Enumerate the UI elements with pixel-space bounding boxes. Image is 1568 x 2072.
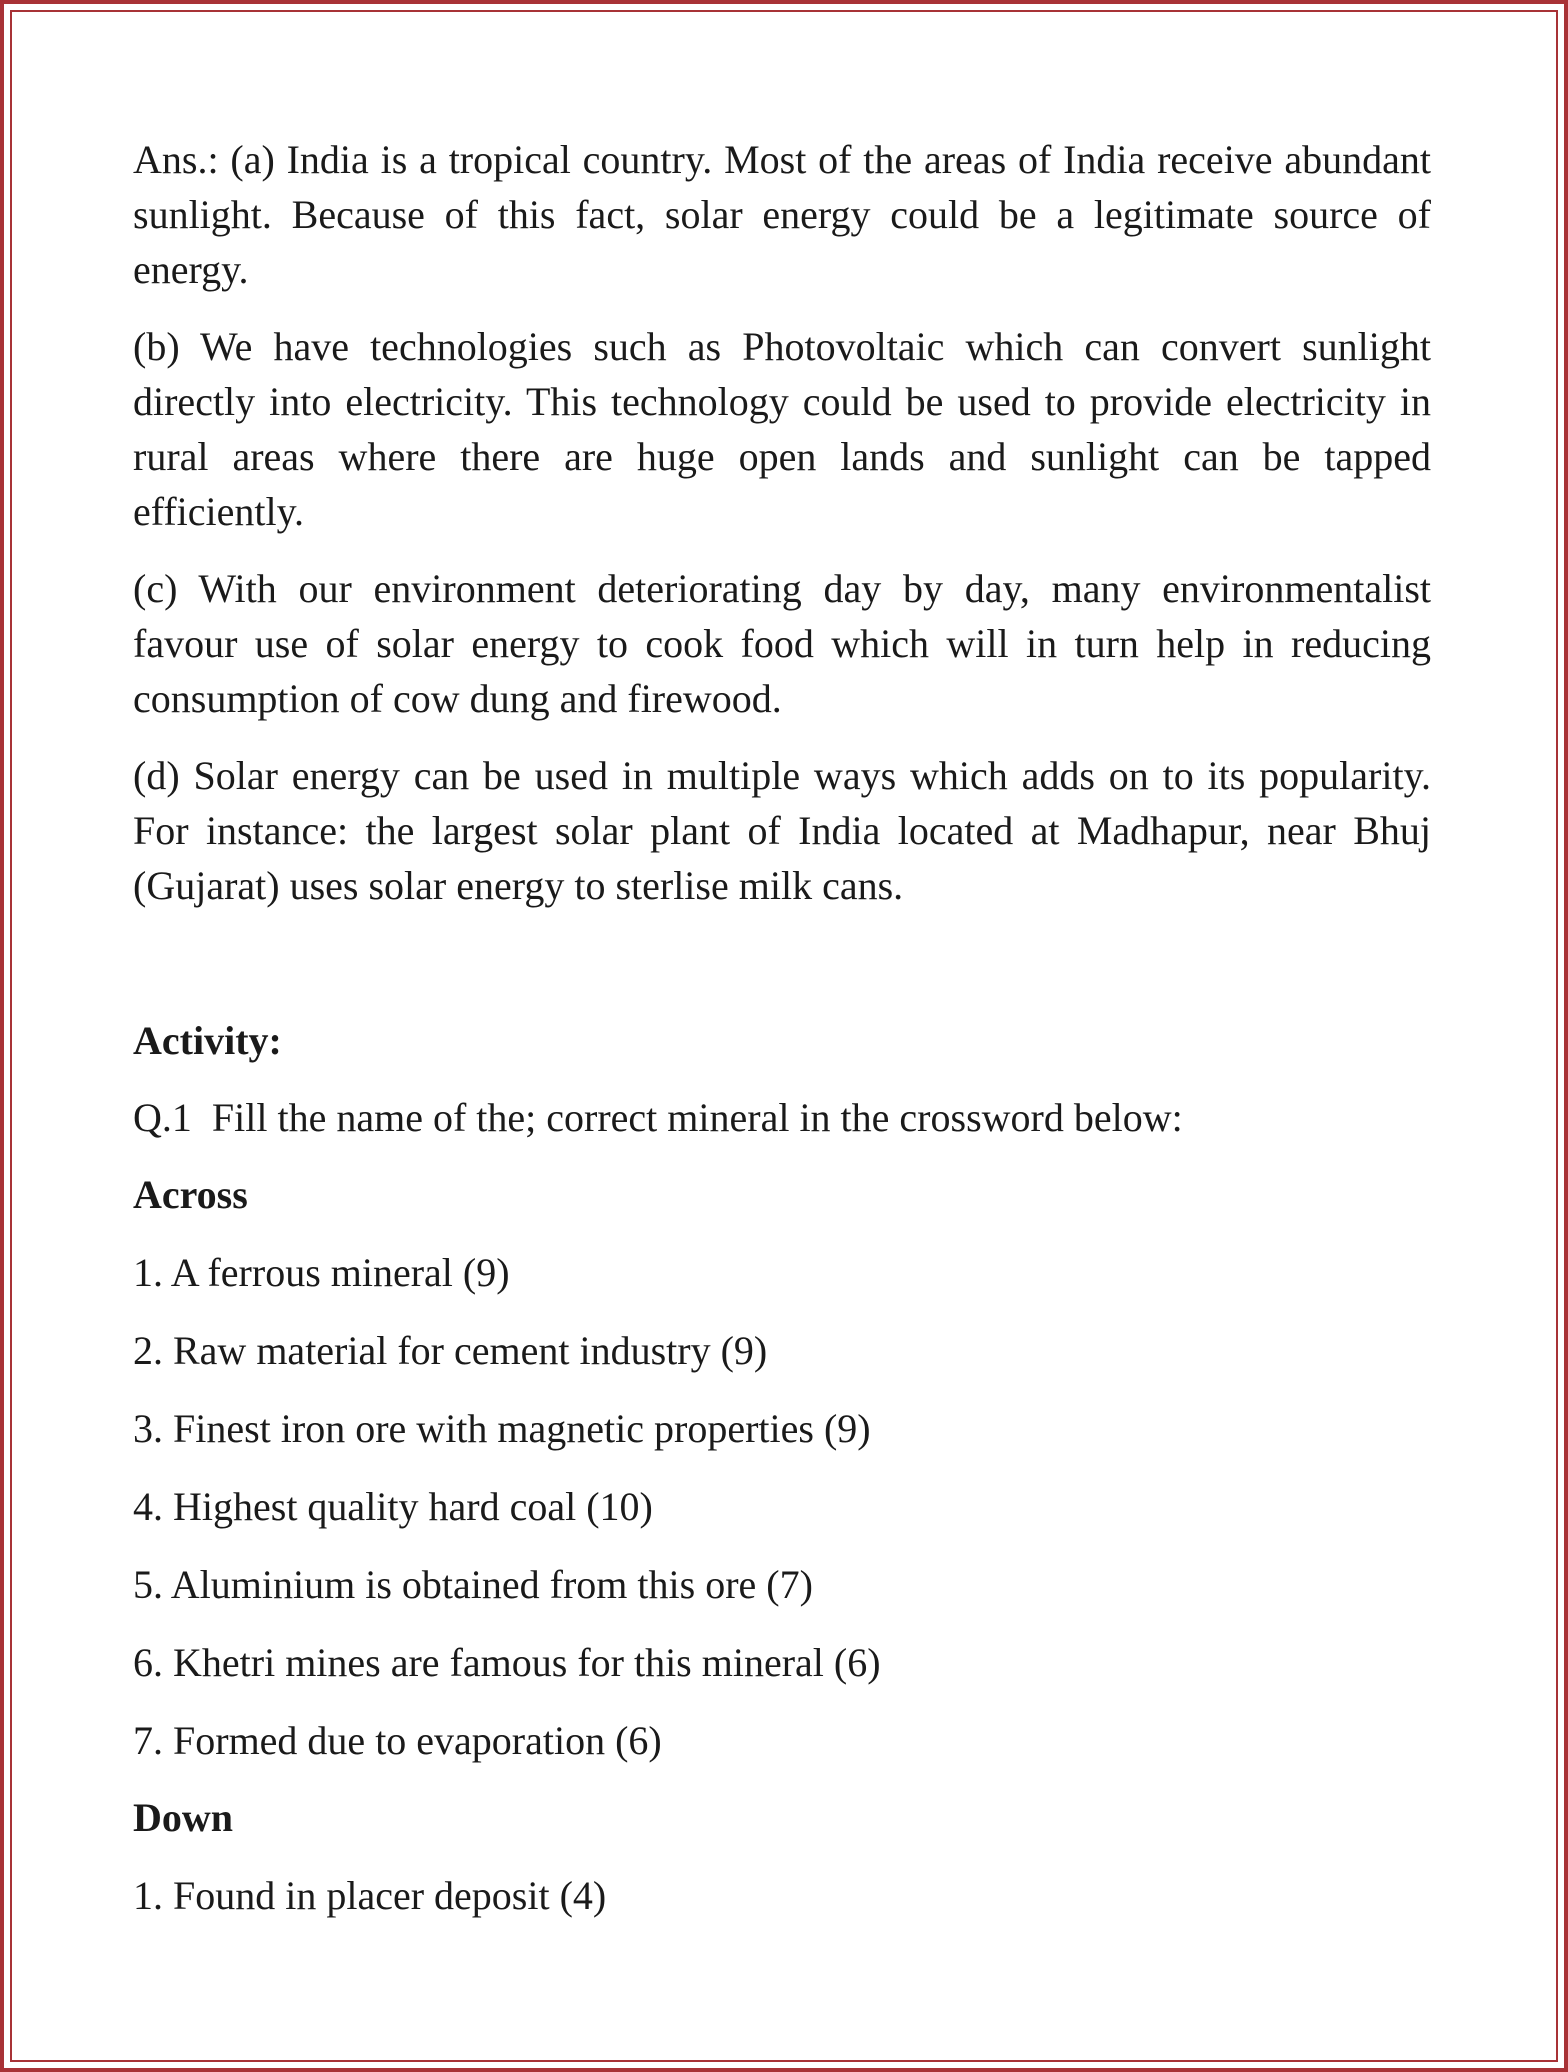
answer-paragraph-a: Ans.: (a) India is a tropical country. Most of the areas of India receive abundant sunlight. Because of this fact, solar energy could be a legitimate source of energy. xyxy=(133,137,1431,292)
answer-paragraph-d: (d) Solar energy can be used in multiple ways which adds on to its popularity. For instance: the largest solar plant of India located at Madhapur, near Bhuj (Gujarat) uses solar energy to sterlise milk cans. xyxy=(133,753,1431,908)
across-clue-3: 3. Finest iron ore with magnetic properties (9) xyxy=(133,1406,871,1451)
across-clue-7: 7. Formed due to evaporation (6) xyxy=(133,1718,662,1763)
across-clue-6: 6. Khetri mines are famous for this mineral (6) xyxy=(133,1640,881,1685)
down-clue-1: 1. Found in placer deposit (4) xyxy=(133,1873,607,1918)
across-clue-5: 5. Aluminium is obtained from this ore (7) xyxy=(133,1562,813,1607)
across-clue-2: 2. Raw material for cement industry (9) xyxy=(133,1328,768,1373)
page-content xyxy=(133,132,1431,1923)
answer-paragraph-b: (b) We have technologies such as Photovoltaic which can convert sunlight directly into electricity. This technology could be used to provide electricity in rural areas where there are huge open lands and sunlight can be tapped efficiently. xyxy=(133,324,1431,534)
across-clue-4: 4. Highest quality hard coal (10) xyxy=(133,1484,653,1529)
activity-question: Q.1 Fill the name of the; correct mineral in the crossword below: xyxy=(133,1095,1183,1140)
activity-heading: Activity: xyxy=(133,1018,282,1063)
answer-paragraph-c: (c) With our environment deteriorating day by day, many environmentalist favour use of solar energy to cook food which will in turn help in reducing consumption of cow dung and firewood. xyxy=(133,566,1431,721)
down-heading: Down xyxy=(133,1795,234,1840)
across-clue-1: 1. A ferrous mineral (9) xyxy=(133,1250,510,1295)
across-heading: Across xyxy=(133,1172,248,1217)
